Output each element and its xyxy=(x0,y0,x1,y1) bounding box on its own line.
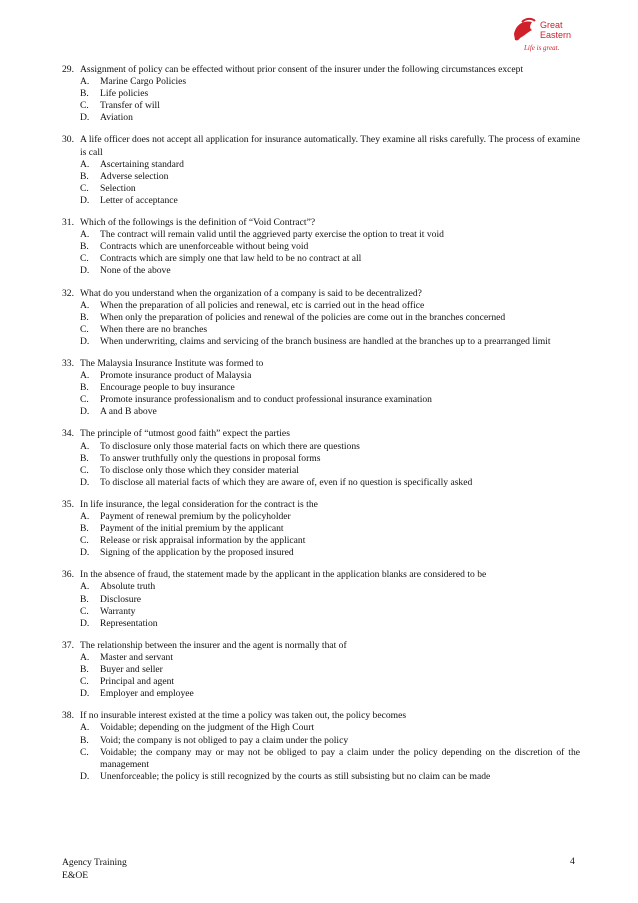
option-text: Selection xyxy=(100,182,136,194)
option-letter: A. xyxy=(80,440,90,452)
answer-option xyxy=(62,183,580,195)
logo-line2: Eastern xyxy=(540,30,572,40)
answer-option xyxy=(62,88,580,100)
option-letter: D. xyxy=(80,265,90,277)
question-text: The Malaysia Insurance Institute was formed to xyxy=(80,357,264,369)
option-text: Adverse selection xyxy=(100,170,169,182)
option-text: Employer and employee xyxy=(100,688,194,700)
option-text: Contracts which are unenforceable without being void xyxy=(100,241,309,253)
option-text: Contracts which are simply one that law held to be no contract at all xyxy=(100,253,362,265)
answer-option xyxy=(62,606,580,618)
footer-left xyxy=(62,856,127,882)
option-letter: D. xyxy=(80,112,90,124)
answer-option xyxy=(62,195,580,207)
option-letter: A. xyxy=(80,299,90,311)
option-text: Promote insurance product of Malaysia xyxy=(100,370,252,382)
answer-option xyxy=(62,511,580,523)
question-number: 38. xyxy=(62,710,74,722)
option-letter: C. xyxy=(80,535,89,547)
answer-option xyxy=(62,676,580,688)
answer-option xyxy=(62,465,580,477)
answer-option xyxy=(62,382,580,394)
option-letter: D. xyxy=(80,547,90,559)
great-eastern-logo xyxy=(510,14,590,54)
option-text: Warranty xyxy=(100,605,136,617)
question-item xyxy=(62,134,580,207)
option-letter: C. xyxy=(80,464,89,476)
option-letter: C. xyxy=(80,394,89,406)
answer-option xyxy=(62,547,580,559)
option-text: Aviation xyxy=(100,112,133,124)
answer-option xyxy=(62,336,580,348)
option-text: Void; the company is not obliged to pay a claim under the policy xyxy=(100,734,349,746)
answer-option xyxy=(62,159,580,171)
option-text: Principal and agent xyxy=(100,676,175,688)
answer-option xyxy=(62,747,580,771)
question-item xyxy=(62,358,580,418)
question-stem xyxy=(62,428,580,440)
question-item xyxy=(62,288,580,348)
answer-option xyxy=(62,441,580,453)
answer-option xyxy=(62,265,580,277)
option-letter: A. xyxy=(80,722,90,734)
option-text: Letter of acceptance xyxy=(100,194,178,206)
option-text: Voidable; depending on the judgment of the High Court xyxy=(100,722,315,734)
option-text: Transfer of will xyxy=(100,100,160,112)
option-letter: C. xyxy=(80,605,89,617)
question-item xyxy=(62,569,580,629)
option-letter: D. xyxy=(80,476,90,488)
question-text: The relationship between the insurer and the agent is normally that of xyxy=(80,639,347,651)
option-letter: D. xyxy=(80,688,90,700)
answer-option xyxy=(62,241,580,253)
answer-option xyxy=(62,112,580,124)
question-list xyxy=(62,64,580,793)
option-text: A and B above xyxy=(100,406,157,418)
option-text: When there are no branches xyxy=(100,323,208,335)
option-text: To disclose all material facts of which they are aware of, even if no question is specifically asked xyxy=(100,476,473,488)
question-number: 33. xyxy=(62,357,74,369)
option-letter: C. xyxy=(80,253,89,265)
question-item xyxy=(62,64,580,124)
option-text: Payment of the initial premium by the applicant xyxy=(100,523,284,535)
logo-line1: Great xyxy=(540,20,563,30)
footer-eoe: E&OE xyxy=(62,870,89,881)
option-letter: A. xyxy=(80,76,90,88)
option-letter: B. xyxy=(80,382,89,394)
option-text: When the preparation of all policies and renewal, etc is carried out in the head office xyxy=(100,299,425,311)
option-letter: A. xyxy=(80,651,90,663)
logo-tagline: Life is great. xyxy=(524,44,560,52)
answer-option xyxy=(62,100,580,112)
option-text: Disclosure xyxy=(100,593,142,605)
option-text: When underwriting, claims and servicing of the branch business are handled at the branches up to a prearranged limit xyxy=(100,335,551,347)
answer-option xyxy=(62,406,580,418)
option-letter: A. xyxy=(80,158,90,170)
question-stem xyxy=(62,710,580,722)
option-letter: A. xyxy=(80,511,90,522)
question-stem xyxy=(62,134,580,158)
option-text: Unenforceable; the policy is still recognized by the courts as still subsisting but no claim can be made xyxy=(100,770,491,782)
option-text: Representation xyxy=(100,617,158,629)
option-text: To disclose only those which they consider material xyxy=(100,464,299,476)
answer-option xyxy=(62,171,580,183)
option-letter: B. xyxy=(80,664,89,676)
option-letter: C. xyxy=(80,323,89,335)
answer-option xyxy=(62,394,580,406)
option-letter: D. xyxy=(80,406,90,418)
option-letter: A. xyxy=(80,370,90,382)
question-item xyxy=(62,710,580,783)
lion-logo-icon xyxy=(510,14,590,54)
option-text: Marine Cargo Policies xyxy=(100,76,187,88)
answer-option xyxy=(62,312,580,324)
question-item xyxy=(62,499,580,559)
question-stem xyxy=(62,64,580,76)
option-letter: B. xyxy=(80,88,89,100)
option-letter: B. xyxy=(80,452,89,464)
page-number: 4 xyxy=(570,856,575,867)
answer-option xyxy=(62,618,580,630)
question-text: Which of the followings is the definition of “Void Contract”? xyxy=(80,217,316,229)
option-text: Payment of renewal premium by the policyholder xyxy=(100,511,291,522)
question-text: In the absence of fraud, the statement made by the applicant in the application blanks are considered to be xyxy=(80,569,487,581)
question-stem xyxy=(62,217,580,229)
option-letter: C. xyxy=(80,676,89,688)
question-text: A life officer does not accept all application for insurance automatically. They examine all risks carefully. The process of examine is call xyxy=(80,134,580,158)
option-text: To answer truthfully only the questions in proposal forms xyxy=(100,452,321,464)
option-letter: C. xyxy=(80,100,89,112)
answer-option xyxy=(62,581,580,593)
answer-option xyxy=(62,722,580,734)
question-text: Assignment of policy can be effected without prior consent of the insurer under the following circumstances except xyxy=(80,64,524,75)
option-letter: D. xyxy=(80,335,90,347)
option-letter: B. xyxy=(80,311,89,323)
question-number: 29. xyxy=(62,64,74,75)
option-letter: A. xyxy=(80,581,90,593)
answer-option xyxy=(62,594,580,606)
answer-option xyxy=(62,229,580,241)
question-number: 37. xyxy=(62,639,74,651)
option-letter: D. xyxy=(80,194,90,206)
option-text: Absolute truth xyxy=(100,581,156,593)
option-letter: C. xyxy=(80,746,89,758)
question-stem xyxy=(62,288,580,300)
option-text: Promote insurance professionalism and to conduct professional insurance examination xyxy=(100,394,432,406)
question-number: 34. xyxy=(62,428,74,440)
question-item xyxy=(62,640,580,700)
option-letter: B. xyxy=(80,523,89,535)
option-letter: A. xyxy=(80,229,90,241)
option-text: Encourage people to buy insurance xyxy=(100,382,235,394)
question-number: 31. xyxy=(62,217,74,229)
option-text: Voidable; the company may or may not be obliged to pay a claim under the policy depending on the discretion of the management xyxy=(100,746,580,770)
question-text: The principle of “utmost good faith” expect the parties xyxy=(80,428,290,440)
footer-agency-training: Agency Training xyxy=(62,857,127,868)
answer-option xyxy=(62,300,580,312)
answer-option xyxy=(62,771,580,783)
option-letter: D. xyxy=(80,617,90,629)
question-number: 30. xyxy=(62,134,74,146)
answer-option xyxy=(62,253,580,265)
answer-option xyxy=(62,477,580,489)
answer-option xyxy=(62,535,580,547)
option-letter: B. xyxy=(80,593,89,605)
option-text: When only the preparation of policies and renewal of the policies are come out in the branches concerned xyxy=(100,311,506,323)
answer-option xyxy=(62,453,580,465)
option-letter: D. xyxy=(80,770,90,782)
question-stem xyxy=(62,569,580,581)
option-letter: C. xyxy=(80,182,89,194)
question-stem xyxy=(62,640,580,652)
question-text: What do you understand when the organization of a company is said to be decentralized? xyxy=(80,287,422,299)
option-text: Release or risk appraisal information by the applicant xyxy=(100,535,306,547)
question-text: If no insurable interest existed at the time a policy was taken out, the policy becomes xyxy=(80,710,407,722)
option-text: Life policies xyxy=(100,88,149,100)
option-text: Buyer and seller xyxy=(100,664,163,676)
option-text: Ascertaining standard xyxy=(100,158,184,170)
option-text: Signing of the application by the proposed insured xyxy=(100,547,294,559)
question-text: In life insurance, the legal consideration for the contract is the xyxy=(80,498,318,510)
question-number: 35. xyxy=(62,498,74,510)
answer-option xyxy=(62,688,580,700)
question-number: 32. xyxy=(62,287,74,299)
option-text: None of the above xyxy=(100,265,171,277)
answer-option xyxy=(62,523,580,535)
question-stem xyxy=(62,358,580,370)
answer-option xyxy=(62,76,580,88)
answer-option xyxy=(62,664,580,676)
answer-option xyxy=(62,735,580,747)
option-text: The contract will remain valid until the aggrieved party exercise the option to treat it void xyxy=(100,229,444,241)
answer-option xyxy=(62,324,580,336)
option-letter: B. xyxy=(80,734,89,746)
option-text: To disclosure only those material facts on which there are questions xyxy=(100,440,360,452)
question-stem xyxy=(62,499,580,511)
question-item xyxy=(62,428,580,488)
option-letter: B. xyxy=(80,241,89,253)
answer-option xyxy=(62,652,580,664)
option-letter: B. xyxy=(80,170,89,182)
question-item xyxy=(62,217,580,277)
option-text: Master and servant xyxy=(100,651,173,663)
question-number: 36. xyxy=(62,569,74,581)
answer-option xyxy=(62,370,580,382)
